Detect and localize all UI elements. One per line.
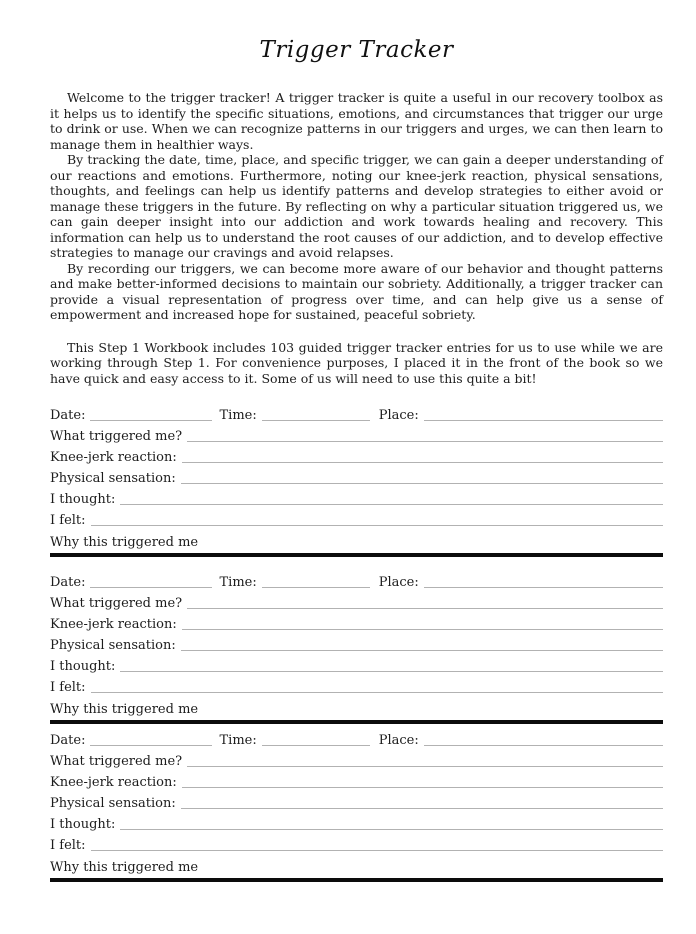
place-field-line[interactable] [424, 587, 663, 588]
time-label: Time: [219, 575, 257, 590]
knee-jerk-row [50, 613, 663, 634]
physical-sensation-row [50, 467, 663, 488]
physical-sensation-field-line[interactable] [181, 808, 663, 809]
i-thought-row [50, 488, 663, 509]
why-triggered-row [50, 855, 663, 876]
i-felt-label: I felt: [50, 513, 86, 528]
why-triggered-label: Why this triggered me [50, 860, 199, 875]
workbook-note-section [50, 340, 663, 387]
i-felt-row [50, 509, 663, 530]
knee-jerk-label: Knee-jerk reaction: [50, 775, 177, 790]
date-label: Date: [50, 408, 86, 423]
physical-sensation-field-line[interactable] [181, 483, 663, 484]
i-thought-label: I thought: [50, 817, 116, 832]
place-label: Place: [378, 408, 419, 423]
what-triggered-field-line[interactable] [187, 766, 663, 767]
why-triggered-row [50, 530, 663, 551]
i-felt-row [50, 834, 663, 855]
knee-jerk-label: Knee-jerk reaction: [50, 617, 177, 632]
physical-sensation-row [50, 792, 663, 813]
why-triggered-label: Why this triggered me [50, 535, 199, 550]
what-triggered-row [50, 592, 663, 613]
intro-section [50, 90, 663, 323]
place-label: Place: [378, 575, 419, 590]
workbook-note-paragraph: This Step 1 Workbook includes 103 guided trigger tracker entries for us to use while we are working through Step 1. For convenience purposes, I placed it in the front of the book so we have quick and easy access to it. Some of us will need to use this quite a bit! [50, 339, 663, 386]
i-thought-field-line[interactable] [120, 504, 663, 505]
i-thought-field-line[interactable] [120, 829, 663, 830]
date-label: Date: [50, 575, 86, 590]
i-felt-row [50, 676, 663, 697]
section-divider-bar [50, 878, 663, 882]
date-time-place-row [50, 729, 663, 750]
time-field-line[interactable] [262, 745, 370, 746]
i-felt-label: I felt: [50, 838, 86, 853]
physical-sensation-label: Physical sensation: [50, 796, 176, 811]
physical-sensation-field-line[interactable] [181, 650, 663, 651]
knee-jerk-row [50, 446, 663, 467]
why-triggered-row [50, 697, 663, 718]
what-triggered-label: What triggered me? [50, 429, 183, 444]
date-field-line[interactable] [90, 745, 212, 746]
what-triggered-label: What triggered me? [50, 596, 183, 611]
why-triggered-label: Why this triggered me [50, 702, 199, 717]
time-field-line[interactable] [262, 420, 370, 421]
knee-jerk-field-line[interactable] [182, 462, 663, 463]
place-field-line[interactable] [424, 745, 663, 746]
date-field-line[interactable] [90, 587, 212, 588]
i-felt-field-line[interactable] [91, 850, 663, 851]
i-thought-label: I thought: [50, 492, 116, 507]
knee-jerk-field-line[interactable] [182, 787, 663, 788]
date-time-place-row [50, 571, 663, 592]
intro-paragraph-welcome: Welcome to the trigger tracker! A trigger tracker is quite a useful in our recovery toolbox as it helps us to identify the specific situations, emotions, and circumstances that trigger our urge to drink or use. When we can recognize patterns in our triggers and urges, we can then learn to manage them in healthier ways. [50, 90, 663, 152]
physical-sensation-row [50, 634, 663, 655]
i-felt-field-line[interactable] [91, 525, 663, 526]
i-thought-row [50, 655, 663, 676]
i-felt-field-line[interactable] [91, 692, 663, 693]
place-label: Place: [378, 733, 419, 748]
date-field-line[interactable] [90, 420, 212, 421]
trigger-entry [50, 557, 663, 724]
time-label: Time: [219, 408, 257, 423]
trigger-entry [50, 392, 663, 557]
page-title: Trigger Tracker [259, 37, 454, 63]
place-field-line[interactable] [424, 420, 663, 421]
i-thought-field-line[interactable] [120, 671, 663, 672]
intro-paragraph-tracking: By tracking the date, time, place, and specific trigger, we can gain a deeper understanding of our reactions and emotions. Furthermore, noting our knee-jerk reaction, physical sensations, thoughts, and feelings can help us identify patterns and develop strategies to either avoid or manage these triggers in the future. By reflecting on why a particular situation triggered us, we can gain deeper insight into our addiction and work towards healing and recovery. This information can help us to understand the root causes of our addiction, and to develop effective strategies to manage our cravings and avoid relapses. [50, 152, 663, 260]
what-triggered-field-line[interactable] [187, 441, 663, 442]
what-triggered-label: What triggered me? [50, 754, 183, 769]
what-triggered-field-line[interactable] [187, 608, 663, 609]
knee-jerk-row [50, 771, 663, 792]
i-thought-label: I thought: [50, 659, 116, 674]
physical-sensation-label: Physical sensation: [50, 638, 176, 653]
i-felt-label: I felt: [50, 680, 86, 695]
time-label: Time: [219, 733, 257, 748]
knee-jerk-label: Knee-jerk reaction: [50, 450, 177, 465]
tracker-entries [50, 392, 663, 882]
knee-jerk-field-line[interactable] [182, 629, 663, 630]
time-field-line[interactable] [262, 587, 370, 588]
what-triggered-row [50, 425, 663, 446]
date-time-place-row [50, 404, 663, 425]
date-label: Date: [50, 733, 86, 748]
physical-sensation-label: Physical sensation: [50, 471, 176, 486]
i-thought-row [50, 813, 663, 834]
what-triggered-row [50, 750, 663, 771]
intro-paragraph-recording: By recording our triggers, we can become more aware of our behavior and thought patterns and make better-informed decisions to maintain our sobriety. Additionally, a trigger tracker can provide a visual representation of progress over time, and can help give us a sense of empowerment and increased hope for sustained, peaceful sobriety. [50, 260, 663, 322]
trigger-entry [50, 724, 663, 882]
